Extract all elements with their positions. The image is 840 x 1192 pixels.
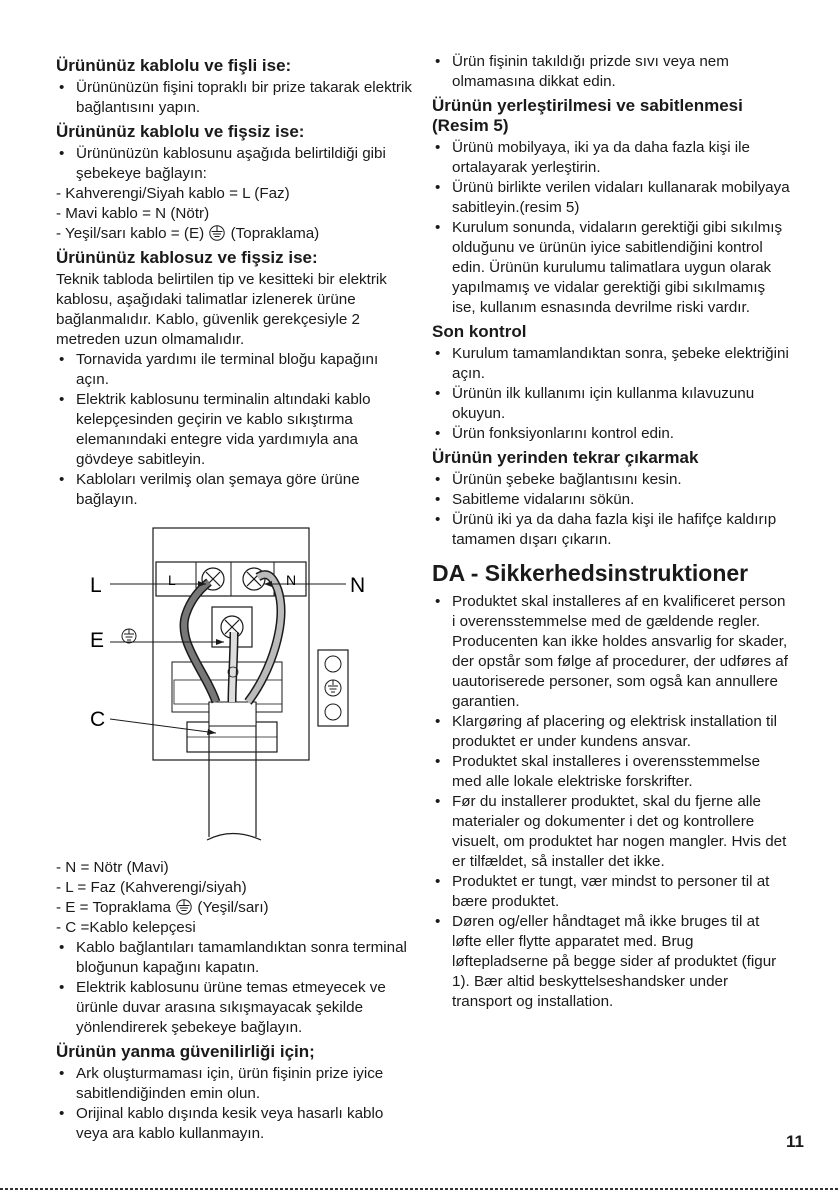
list-item: • Ürününüzün kablosunu aşağıda belirtildiği gibi şebekeye bağlayın: [56, 144, 412, 184]
diagram-legend-item: - L = Faz (Kahverengi/siyah) [56, 879, 247, 896]
list-item: • Før du installerer produktet, skal du fjerne alle materialer og dokumenter i det og kontrollere visuelt, om produktet har nogen mangler. Hvis det er tilfældet, så installer det ikke. [432, 792, 792, 872]
list-removal [432, 470, 792, 550]
heading-plugged-cable: Ürününüz kablolu ve fişli ise: [56, 56, 292, 75]
list-fire-safety [56, 1064, 412, 1144]
diagram-legend-item: - C =Kablo kelepçesi [56, 919, 196, 936]
bottom-dotted-rule [0, 1188, 840, 1190]
wire-legend-earth-text: - Yeşil/sarı kablo = (E) [56, 225, 205, 242]
heading-danish-safety: DA - Sikkerhedsinstruktioner [432, 560, 749, 586]
list-item: • Elektrik kablosunu terminalin altındaki kablo kelepçesinden geçirin ve kablo sıkıştırma elemanındaki entegre vida yardımıyla ana gövdeye sabitleyin. [56, 390, 412, 470]
label-E: E [90, 629, 105, 652]
right-column [432, 52, 792, 1012]
list-placement-fixing [432, 138, 792, 318]
list-item: • Kurulum sonunda, vidaların gerektiği gibi sıkılmış olduğunu ve ürünün iyice sabitlendiğini kontrol edin. Ürünün kurulumu talimatlara uygun olarak yapılmamış ve vidalar gerektiği gibi sıkılmamış ise, kullanım esnasında devrilme riski vardır. [432, 218, 792, 318]
heading-cable-no-plug: Ürününüz kablolu ve fişsiz ise: [56, 122, 305, 141]
list-item: • Produktet er tungt, vær mindst to personer til at bære produktet. [432, 872, 792, 912]
label-N: N [350, 574, 366, 597]
wire-legend-earth-text: (Topraklama) [230, 225, 320, 242]
list-item: • Kablo bağlantıları tamamlandıktan sonra terminal bloğunun kapağını kapatın. [56, 938, 412, 978]
list-item: • Produktet skal installeres af en kvalificeret person i overensstemmelse med de gældende regler. Producenten kan ikke holdes ansvarlig for skader, der opstår som følge af procedurer, der udføres af uautoriserede personer, som også kan annullere garantien. [432, 592, 792, 712]
earth-ground-icon [175, 899, 193, 915]
list-item: • Ürünü mobilyaya, iki ya da daha fazla kişi ile ortalayarak yerleştirin. [432, 138, 792, 178]
wiring-diagram-drawing [56, 522, 412, 852]
label-C: C [90, 708, 106, 731]
list-item: • Sabitleme vidalarını sökün. [432, 490, 792, 510]
list-finish-wiring [56, 938, 412, 1038]
list-item: • Elektrik kablosunu ürüne temas etmeyecek ve ürünle duvar arasına sıkışmayacak şekilde yönlendirerek şebekeye bağlayın. [56, 978, 412, 1038]
heading-placement-fixing: Ürünün yerleştirilmesi ve sabitlenmesi (Resim 5) [432, 96, 743, 135]
list-item: • Tornavida yardımı ile terminal bloğu kapağını açın. [56, 350, 412, 390]
diagram-legend [56, 858, 412, 938]
diagram-legend-earth-text: - E = Topraklama [56, 899, 171, 916]
list-cable-no-plug [56, 144, 412, 184]
list-item: • Døren og/eller håndtaget må ikke bruges til at løfte eller flytte apparatet med. Brug løftepladserne på begge sider af produktet (figur 1). Bær altid beskyttelseshandsker under transport og installation. [432, 912, 792, 1012]
list-item: • Ürün fonksiyonlarını kontrol edin. [432, 424, 792, 444]
list-final-check [432, 344, 792, 444]
heading-final-check: Son kontrol [432, 322, 527, 341]
heading-removal: Ürünün yerinden tekrar çıkarmak [432, 448, 699, 467]
list-item: • Klargøring af placering og elektrisk installation til produktet er under kundens ansvar. [432, 712, 792, 752]
diagram-legend-item: - N = Nötr (Mavi) [56, 859, 169, 876]
heading-no-cable-no-plug: Ürününüz kablosuz ve fişsiz ise: [56, 248, 318, 267]
list-item: • Kabloları verilmiş olan şemaya göre ürüne bağlayın. [56, 470, 412, 510]
list-danish-safety [432, 592, 792, 1012]
list-item: • Ürünü birlikte verilen vidaları kullanarak mobilyaya sabitleyin.(resim 5) [432, 178, 792, 218]
list-wiring-steps [56, 350, 412, 510]
wire-legend [56, 184, 412, 244]
paragraph-cable-requirements: Teknik tabloda belirtilen tip ve kesitteki bir elektrik kablosu, aşağıdaki talimatlar izlenerek ürüne bağlanmalıdır. Kablo, güvenlik gerekçesiyle 2 metreden uzun olmamalıdır. [56, 271, 387, 348]
wire-legend-item: - Mavi kablo = N (Nötr) [56, 205, 210, 222]
list-item: • Orijinal kablo dışında kesik veya hasarlı kablo veya ara kablo kullanmayın. [56, 1104, 412, 1144]
terminal-label-L: L [168, 572, 176, 588]
list-item: • Ark oluşturmaması için, ürün fişinin prize iyice sabitlendiğinden emin olun. [56, 1064, 412, 1104]
label-L: L [90, 574, 102, 597]
list-item: • Ürünün şebeke bağlantısını kesin. [432, 470, 792, 490]
list-plugged-cable [56, 78, 412, 118]
list-item: • Ürünün ilk kullanımı için kullanma kılavuzunu okuyun. [432, 384, 792, 424]
wire-legend-item-earth [56, 224, 412, 244]
list-item: • Ürün fişinin takıldığı prizde sıvı veya nem olmamasına dikkat edin. [432, 52, 792, 92]
page-number: 11 [786, 1132, 804, 1151]
wire-legend-item: - Kahverengi/Siyah kablo = L (Faz) [56, 185, 290, 202]
terminal-label-N: N [286, 572, 297, 588]
diagram-legend-item-earth [56, 898, 412, 918]
list-item: • Ürünü iki ya da daha fazla kişi ile hafifçe kaldırıp tamamen dışarı çıkarın. [432, 510, 792, 550]
list-socket-moisture [432, 52, 792, 92]
left-column [56, 52, 412, 1144]
list-item: • Kurulum tamamlandıktan sonra, şebeke elektriğini açın. [432, 344, 792, 384]
heading-fire-safety: Ürünün yanma güvenilirliği için; [56, 1042, 315, 1061]
list-item: • Ürününüzün fişini topraklı bir prize takarak elektrik bağlantısını yapın. [56, 78, 412, 118]
wiring-diagram [56, 522, 412, 852]
earth-ground-icon [208, 225, 226, 241]
list-item: • Produktet skal installeres i overensstemmelse med alle lokale elektriske forskrifter. [432, 752, 792, 792]
diagram-legend-earth-text: (Yeşil/sarı) [197, 899, 269, 916]
